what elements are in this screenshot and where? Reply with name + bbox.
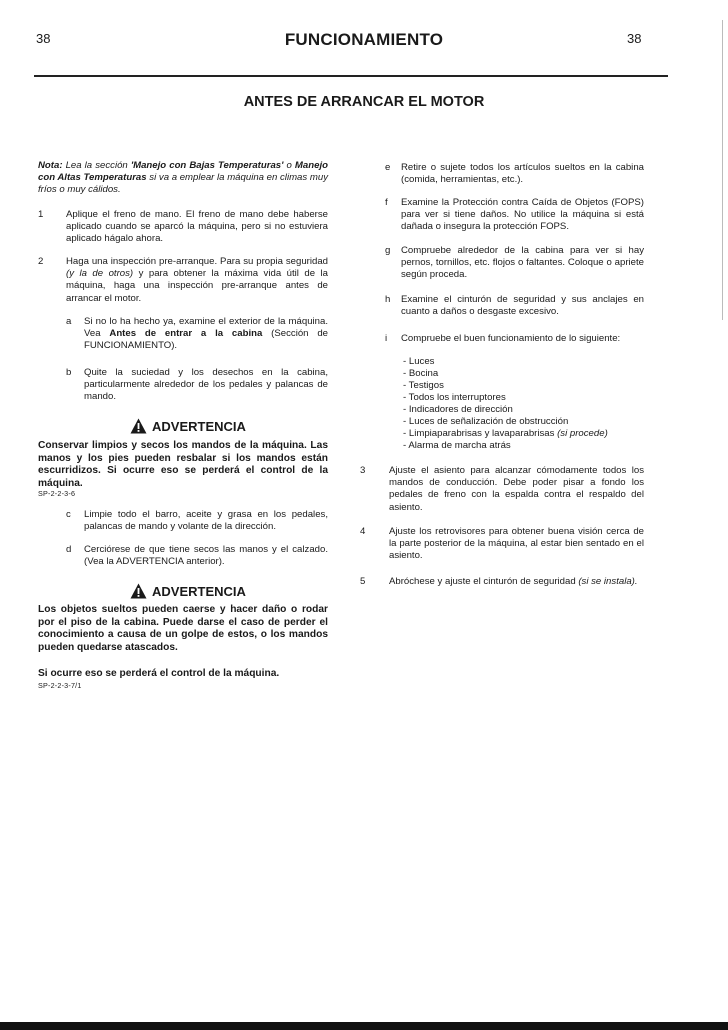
substep-letter: a <box>66 316 72 327</box>
checklist-item: - Limpiaparabrisas y lavaparabrisas (si procede) <box>403 428 608 439</box>
page-number-right: 38 <box>627 31 642 46</box>
substep-text: Quite la suciedad y los desechos en la cabina, particularmente alrededor de los pedales y palancas de mando. <box>84 367 328 403</box>
step-number: 2 <box>38 256 44 267</box>
checklist-item: - Alarma de marcha atrás <box>403 440 511 451</box>
substep-letter: g <box>385 245 391 256</box>
warning-text: Si ocurre eso se perderá el control de la máquina. <box>38 668 280 679</box>
substep-letter: i <box>385 333 388 344</box>
step-number: 4 <box>360 526 366 537</box>
checklist-item: - Todos los interruptores <box>403 392 506 403</box>
substep-text: Cerciórese de que tiene secos las manos y el calzado. (Vea la ADVERTENCIA anterior). <box>84 544 328 568</box>
step-text: Haga una inspección pre-arranque. Para su propia seguridad (y la de otros) y para obtener la máxima vida útil de la máquina, haga una inspección pre-arranque antes de arrancar el motor. <box>66 256 328 304</box>
scan-bottom-border <box>0 1022 728 1030</box>
checklist-item: - Testigos <box>403 380 444 391</box>
warning-text: Los objetos sueltos pueden caerse y hacer daño o rodar por el piso de la cabina. Puede darse el caso de perder el conocimiento a causa de un golpe de estos, o los mandos pueden quedarse atascados. <box>38 604 328 653</box>
substep-text: Limpie todo el barro, aceite y grasa en los pedales, palancas de mando y volante de la dirección. <box>84 509 328 533</box>
warning-ref: SP-2-2-3-6 <box>38 489 76 498</box>
substep-text: Si no lo ha hecho ya, examine el exterior de la máquina. Vea Antes de entrar a la cabina (Sección de FUNCIONAMIENTO). <box>84 316 329 352</box>
warning-triangle-icon <box>130 583 147 599</box>
substep-text: Examine el cinturón de seguridad y sus anclajes en cuanto a daños o desgaste excesivo. <box>401 294 644 318</box>
step-text: Ajuste el asiento para alcanzar cómodamente todos los mandos de conducción. Debe poder pisar a fondo los pedales de freno con la espalda contra el respaldo del asiento. <box>389 465 644 513</box>
substep-letter: h <box>385 294 391 305</box>
substep-letter: f <box>385 197 388 208</box>
warning-text: Conservar limpios y secos los mandos de la máquina. Las manos y los pies pueden resbalar si los mandos están escurridizos. Si ocurre eso se perderá el control de la máquina. <box>38 440 328 489</box>
warning-heading: ADVERTENCIA <box>130 418 246 434</box>
header-rule <box>34 75 668 77</box>
substep-letter: e <box>385 162 391 173</box>
step-text: Aplique el freno de mano. El freno de mano debe haberse aplicado cuando se aparcó la máquina, pero si no estuviera aplicado hágalo ahora. <box>66 209 328 245</box>
step-number: 5 <box>360 576 366 587</box>
step-number: 1 <box>38 209 44 220</box>
scan-edge-line <box>722 20 723 320</box>
checklist-item: - Indicadores de dirección <box>403 404 513 415</box>
step-text: Ajuste los retrovisores para obtener buena visión cerca de la parte posterior de la máquina, al estar bien sentado en el asiento. <box>389 526 644 562</box>
step-number: 3 <box>360 465 366 476</box>
substep-letter: c <box>66 509 71 520</box>
substep-text: Compruebe el buen funcionamiento de lo siguiente: <box>401 333 621 344</box>
step-text: Abróchese y ajuste el cinturón de seguridad (si se instala). <box>389 576 638 587</box>
checklist-item: - Luces <box>403 356 435 367</box>
section-title: ANTES DE ARRANCAR EL MOTOR <box>243 94 485 110</box>
substep-letter: b <box>66 367 72 378</box>
substep-text: Examine la Protección contra Caída de Objetos (FOPS) para ver si tiene daños. No utilice la máquina si está dañada o insegura la protección FOPS. <box>401 197 644 233</box>
page-number-left: 38 <box>36 31 51 46</box>
substep-text: Compruebe alrededor de la cabina para ver si hay pernos, tornillos, etc. flojos o faltantes. Coloque o apriete según proceda. <box>401 245 644 281</box>
checklist-item: - Bocina <box>403 368 439 379</box>
note-label: Nota: <box>38 160 63 171</box>
substep-text: Retire o sujete todos los artículos sueltos en la cabina (comida, herramientas, etc.). <box>401 162 644 186</box>
chapter-title: FUNCIONAMIENTO <box>284 30 444 49</box>
warning-ref: SP-2-2-3-7/1 <box>38 681 82 690</box>
warning-triangle-icon <box>130 418 147 434</box>
note-paragraph: Nota: Lea la sección 'Manejo con Bajas Temperaturas' o Manejo con Altas Temperaturas si va a emplear la máquina en climas muy fríos o muy cálidos. <box>38 160 328 196</box>
checklist-item: - Luces de señalización de obstrucción <box>403 416 569 427</box>
warning-heading: ADVERTENCIA <box>130 583 246 599</box>
substep-letter: d <box>66 544 72 555</box>
